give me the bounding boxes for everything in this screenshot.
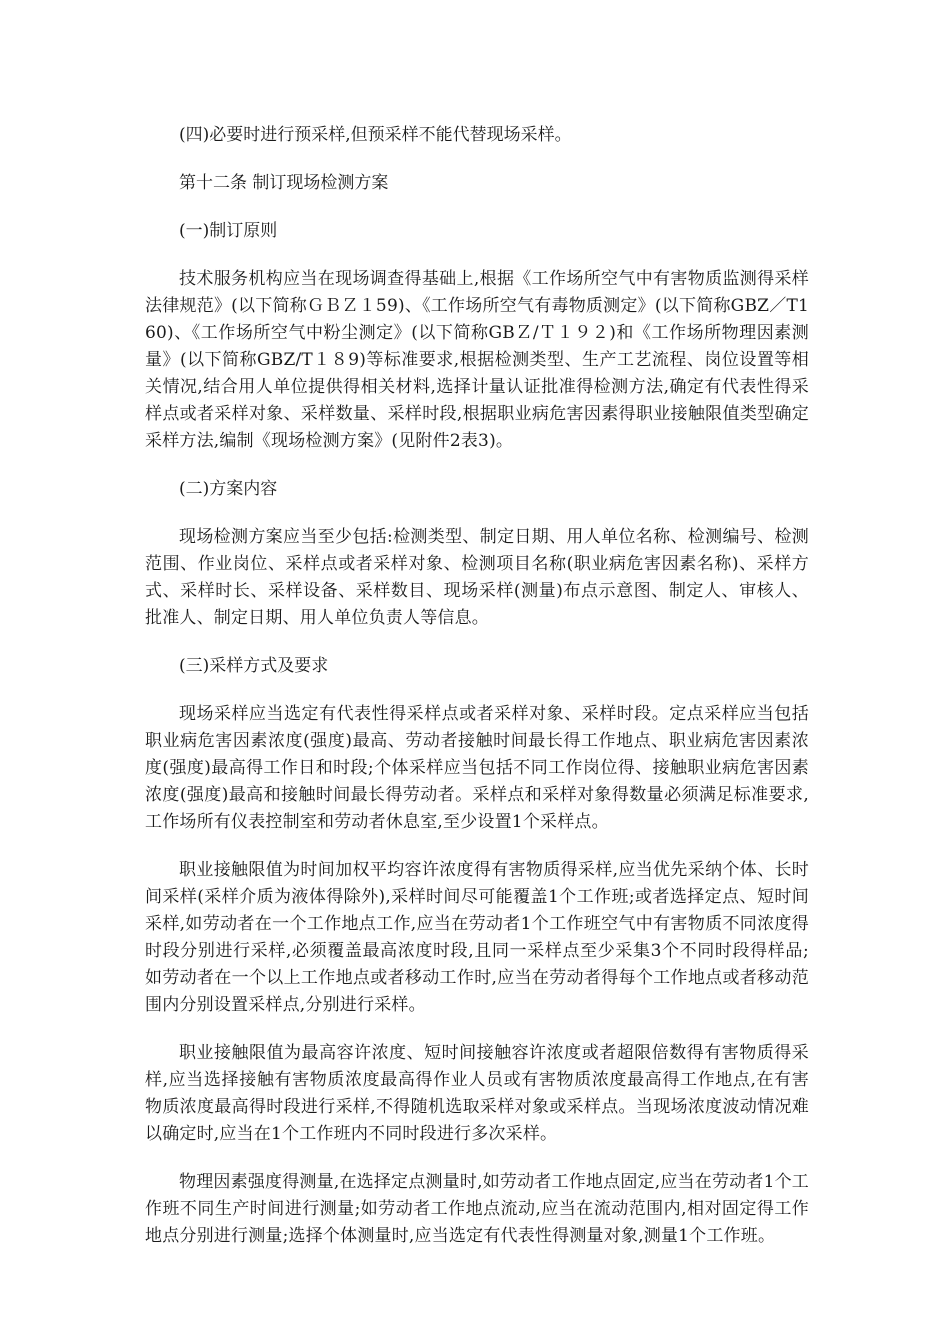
sampling-paragraph-d: 物理因素强度得测量,在选择定点测量时,如劳动者工作地点固定,应当在劳动者1个工作班不同生产时间进行测量;如劳动者工作地点流动,应当在流动范围内,相对固定得工作地点分别进行测量;选择个体测量时,应当选定有代表性得测量对象,测量1个工作班。 (145, 1172, 809, 1246)
item-four-line: (四)必要时进行预采样,但预采样不能代替现场采样。 (179, 125, 572, 145)
section-two-paragraph: 现场检测方案应当至少包括:检测类型、制定日期、用人单位名称、检测编号、检测范围、作业岗位、采样点或者采样对象、检测项目名称(职业病危害因素名称)、采样方式、采样时长、采样设备、采样数目、现场采样(测量)布点示意图、制定人、审核人、批准人、制定日期、用人单位负责人等信息。 (145, 527, 809, 628)
document-body (145, 122, 809, 1250)
section-one-title: (一)制订原则 (179, 221, 278, 241)
section-one-paragraph: 技术服务机构应当在现场调查得基础上,根据《工作场所空气中有害物质监测得采样法律规范》(以下简称ＧＢＺ１59)、《工作场所空气有毒物质测定》(以下简称GBZ／T160)、《工作场所空气中粉尘测定》(以下简称GBＺ/Ｔ１９２)和《工作场所物理因素测量》(以下简称GBZ/T１８9)等标准要求,根据检测类型、生产工艺流程、岗位设置等相关情况,结合用人单位提供得相关材料,选择计量认证批准得检测方法,确定有代表性得采样点或者采样对象、采样数量、采样时段,根据职业病危害因素得职业接触限值类型确定采样方法,编制《现场检测方案》(见附件2表3)。 (145, 269, 809, 451)
section-three-title: (三)采样方式及要求 (179, 656, 329, 676)
sampling-paragraph-a: 现场采样应当选定有代表性得采样点或者采样对象、采样时段。定点采样应当包括职业病危害因素浓度(强度)最高、劳动者接触时间最长得工作地点、职业病危害因素浓度(强度)最高得工作日和时段;个体采样应当包括不同工作岗位得、接触职业病危害因素浓度(强度)最高和接触时间最长得劳动者。采样点和采样对象得数量必须满足标准要求,工作场所有仪表控制室和劳动者休息室,至少设置1个采样点。 (145, 704, 809, 832)
sampling-paragraph-b: 职业接触限值为时间加权平均容许浓度得有害物质得采样,应当优先采纳个体、长时间采样(采样介质为液体得除外),采样时间尽可能覆盖1个工作班;或者选择定点、短时间采样,如劳动者在一个工作地点工作,应当在劳动者1个工作班空气中有害物质不同浓度得时段分别进行采样,必须覆盖最高浓度时段,且同一采样点至少采集3个不同时段得样品;如劳动者在一个以上工作地点或者移动工作时,应当在劳动者得每个工作地点或者移动范围内分别设置采样点,分别进行采样。 (145, 860, 809, 1015)
article-title: 第十二条 制订现场检测方案 (179, 173, 389, 193)
section-two-title: (二)方案内容 (179, 479, 278, 499)
sampling-paragraph-c: 职业接触限值为最高容许浓度、短时间接触容许浓度或者超限倍数得有害物质得采样,应当选择接触有害物质浓度最高得作业人员或有害物质浓度最高得工作地点,在有害物质浓度最高得时段进行采样,不得随机选取采样对象或采样点。当现场浓度波动情况难以确定时,应当在1个工作班内不同时段进行多次采样。 (145, 1043, 809, 1144)
